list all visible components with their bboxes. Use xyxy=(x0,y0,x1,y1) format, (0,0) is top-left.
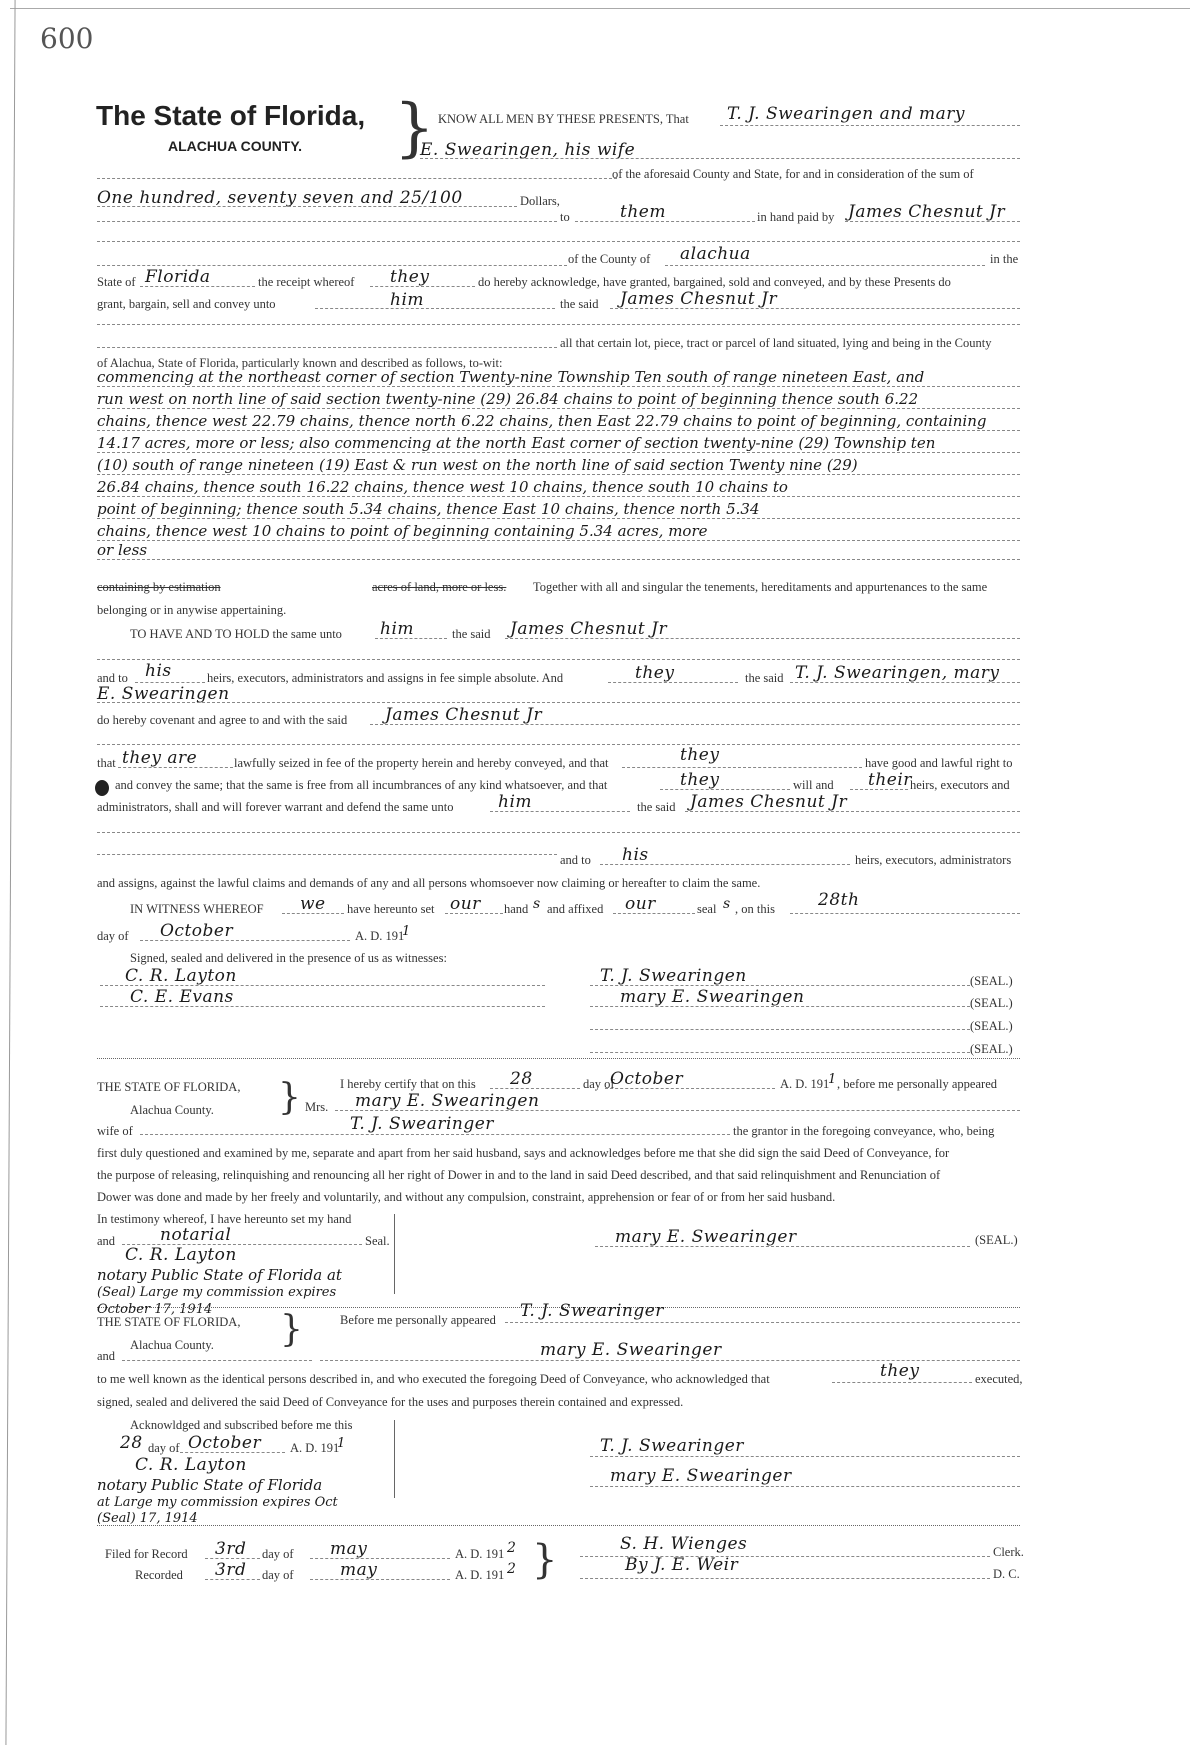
clerk-label: Clerk. xyxy=(993,1545,1024,1559)
recorded-label: Recorded xyxy=(135,1568,183,1582)
dower-notarial-handwritten: notarial xyxy=(160,1225,232,1245)
dower-state: THE STATE OF FLORIDA, xyxy=(97,1080,241,1094)
his-handwritten-2: his xyxy=(622,845,649,865)
grantors-handwritten-2: E. Swearingen, his wife xyxy=(420,140,636,160)
ack-they-handwritten: they xyxy=(880,1361,920,1381)
page-edge-top xyxy=(10,8,1190,9)
to-handwritten: them xyxy=(620,202,666,222)
rec-ad: A. D. 191 xyxy=(455,1568,505,1582)
seal-label-2: (SEAL.) xyxy=(970,996,1013,1010)
ack-notary-2: notary Public State of Florida xyxy=(97,1476,323,1494)
witness-ad: A. D. 191 xyxy=(355,929,405,943)
struck-estimation: containing by estimation xyxy=(97,580,221,594)
description-line-6: 26.84 chains, thence south 16.22 chains, thence west 10 chains, thence south 10 chains to xyxy=(97,478,788,496)
belonging-text: belonging or in anywise appertaining. xyxy=(97,603,287,617)
the-said-label: the said xyxy=(560,297,599,311)
witness-year-handwritten: 1 xyxy=(402,924,411,939)
dower-and: and xyxy=(97,1234,116,1248)
know-all-text: KNOW ALL MEN BY THESE PRESENTS, That xyxy=(438,112,689,126)
dower-ad: A. D. 191 xyxy=(780,1077,830,1091)
seal-label-3: (SEAL.) xyxy=(970,1019,1013,1033)
grant-said-handwritten: James Chesnut Jr xyxy=(620,289,778,309)
dower-body-1: first duly questioned and examined by me, separate and apart from her said husband, says and acknowledges before me that she did sign the said Deed of Conveyance, for xyxy=(97,1146,950,1160)
his-handwritten: his xyxy=(145,661,172,681)
filed-year-handwritten: 2 xyxy=(507,1540,517,1556)
all-that-text: all that certain lot, piece, tract or parcel of land situated, lying and being in the County xyxy=(560,336,992,350)
dower-husband-handwritten: T. J. Swearinger xyxy=(350,1114,494,1134)
grant-unto-handwritten: him xyxy=(390,290,425,310)
dower-mrs: Mrs. xyxy=(305,1100,329,1114)
dower-notary-1: C. R. Layton xyxy=(125,1245,237,1265)
habendum-grantors-1: T. J. Swearingen, mary xyxy=(795,663,1000,683)
amount-handwritten: One hundred, seventy seven and 25/100 xyxy=(97,188,463,208)
dollars-label: Dollars, xyxy=(520,194,560,208)
together-text: Together with all and singular the tenements, hereditaments and appurtenances to the same xyxy=(533,580,988,594)
dc-signature: By J. E. Weir xyxy=(625,1555,739,1575)
county-heading: ALACHUA COUNTY. xyxy=(168,138,303,154)
ack-person-2: mary E. Swearinger xyxy=(540,1340,722,1360)
assigns-text: and assigns, against the lawful claims and demands of any and all persons whomsoever now claiming or hereafter to claim the same. xyxy=(97,876,761,890)
dower-before-me: , before me personally appeared xyxy=(837,1077,997,1091)
witness-month-handwritten: October xyxy=(160,921,234,941)
filed-ad: A. D. 191 xyxy=(455,1547,505,1561)
dower-notary-2: notary Public State of Florida at xyxy=(97,1266,342,1284)
to-have-handwritten: him xyxy=(380,619,415,639)
ack-appeared: Before me personally appeared xyxy=(340,1313,496,1327)
sell-convey-text: and convey the same; that the same is free from all incumbrances of any kind whatsoever, and that xyxy=(115,778,608,792)
dower-grantor-text: the grantor in the foregoing conveyance, who, being xyxy=(733,1124,995,1138)
ack-signed-text: signed, sealed and delivered the said Deed of Conveyance for the uses and purposes therein contained and expressed. xyxy=(97,1395,684,1409)
ack-and: and xyxy=(97,1349,116,1363)
habendum-grantors-2: E. Swearingen xyxy=(97,684,230,704)
that-label: that xyxy=(97,756,116,770)
dower-testimony: In testimony whereof, I have hereunto set my hand xyxy=(97,1212,352,1226)
page-number: 600 xyxy=(40,22,94,55)
hand-label: hand xyxy=(504,902,529,916)
signed-sealed-text: Signed, sealed and delivered in the presence of us as witnesses: xyxy=(130,951,447,965)
rec-day-handwritten: 3rd xyxy=(215,1560,247,1580)
dower-brace: } xyxy=(278,1077,301,1118)
defend-him-handwritten: him xyxy=(498,792,533,812)
covenant-handwritten: James Chesnut Jr xyxy=(385,705,543,725)
dower-year-handwritten: 1 xyxy=(828,1072,837,1087)
seized-they-handwritten: they xyxy=(680,745,720,765)
ack-acknowledged: Acknowldged and subscribed before me this xyxy=(130,1418,353,1432)
that-they-are-handwritten: they are xyxy=(122,748,198,768)
ack-person-1: T. J. Swearinger xyxy=(520,1301,664,1321)
ack-notary-4: (Seal) 17, 1914 xyxy=(97,1511,198,1526)
dower-notary-3: (Seal) Large my commission expires xyxy=(97,1285,337,1300)
ack-day-handwritten: 28 xyxy=(120,1433,143,1453)
ack-month-handwritten: October xyxy=(188,1433,262,1453)
our-handwritten: our xyxy=(450,894,481,914)
witness-day-handwritten: 28th xyxy=(818,890,860,910)
dower-body-3: Dower was done and made by her freely and voluntarily, and without any compulsion, constraint, apprehension or fear of or from her said husband. xyxy=(97,1190,836,1204)
dower-certify: I hereby certify that on this xyxy=(340,1077,476,1091)
seal-label-1: (SEAL.) xyxy=(970,974,1013,988)
ack-signature-1: T. J. Swearinger xyxy=(600,1436,744,1456)
rec-year-handwritten: 2 xyxy=(507,1561,517,1577)
will-and-label: will and xyxy=(793,778,834,792)
rec-month-handwritten: may xyxy=(340,1560,378,1580)
ack-notary-3: at Large my commission expires Oct xyxy=(97,1495,338,1510)
habendum-the-said: the said xyxy=(452,627,491,641)
heirs-text-2: heirs, executors, administrators xyxy=(855,853,1012,867)
header-brace: } xyxy=(394,91,435,165)
witness-day-of: day of xyxy=(97,929,129,943)
ack-ad: A. D. 191 xyxy=(290,1441,340,1455)
county-handwritten: alachua xyxy=(680,244,751,264)
page-edge-left xyxy=(5,0,15,1745)
dower-signature: mary E. Swearinger xyxy=(615,1227,797,1247)
description-line-4: 14.17 acres, more or less; also commencing at the north East corner of section twenty-nine (29) Township ten xyxy=(97,434,936,452)
witness-name-2: C. E. Evans xyxy=(130,987,234,1007)
paid-by-handwritten: James Chesnut Jr xyxy=(848,202,1006,222)
description-line-8: chains, thence west 10 chains to point of beginning containing 5.34 acres, more xyxy=(97,522,708,540)
filed-day-handwritten: 3rd xyxy=(215,1539,247,1559)
dower-month-handwritten: October xyxy=(610,1069,684,1089)
witness-whereof: IN WITNESS WHEREOF xyxy=(130,902,264,916)
description-line-9: or less xyxy=(97,541,148,559)
on-this-label: , on this xyxy=(735,902,775,916)
county-of-label: of the County of xyxy=(568,252,651,266)
sell-they-handwritten: they xyxy=(680,770,720,790)
seal-s-handwritten: s xyxy=(723,896,731,912)
ack-state: THE STATE OF FLORIDA, xyxy=(97,1315,241,1329)
seized-text: lawfully seized in fee of the property herein and hereby conveyed, and that xyxy=(234,756,609,770)
heirs-exec-text: heirs, executors and xyxy=(910,778,1010,792)
to-have-text: TO HAVE AND TO HOLD the same unto xyxy=(130,627,342,641)
hand-s-handwritten: s xyxy=(533,896,541,912)
habendum-the-said-2: the said xyxy=(745,671,784,685)
dower-wife-of: wife of xyxy=(97,1124,133,1138)
covenant-text: do hereby covenant and agree to and with the said xyxy=(97,713,348,727)
defend-said-handwritten: James Chesnut Jr xyxy=(690,792,848,812)
dower-seal-label-sig: (SEAL.) xyxy=(975,1233,1018,1247)
of-alachua-text: of Alachua, State of Florida, particularly known and described as follows, to-wit: xyxy=(97,356,503,370)
our-handwritten-2: our xyxy=(625,894,656,914)
ack-signature-2: mary E. Swearinger xyxy=(610,1466,792,1486)
dower-notary-4: October 17, 1914 xyxy=(97,1302,213,1317)
rec-day-of: day of xyxy=(262,1568,294,1582)
state-handwritten: Florida xyxy=(145,267,211,287)
dower-day-handwritten: 28 xyxy=(510,1069,533,1089)
ack-notary-1: C. R. Layton xyxy=(135,1455,247,1475)
ink-blot xyxy=(95,780,109,796)
description-line-5: (10) south of range nineteen (19) East & run west on the north line of said section Twenty nine (29) xyxy=(97,456,858,474)
and-to-label-2: and to xyxy=(560,853,591,867)
dower-county: Alachua County. xyxy=(130,1103,214,1117)
grant-text: grant, bargain, sell and convey unto xyxy=(97,297,276,311)
document-title: The State of Florida, xyxy=(96,100,366,131)
ack-brace: } xyxy=(280,1309,303,1350)
filed-label: Filed for Record xyxy=(105,1547,188,1561)
will-their-handwritten: their xyxy=(868,770,912,790)
receipt-handwritten: they xyxy=(390,267,430,287)
ack-county: Alachua County. xyxy=(130,1338,214,1352)
description-line-7: point of beginning; thence south 5.34 chains, thence East 10 chains, thence north 5.34 xyxy=(97,500,760,518)
receipt-label: the receipt whereof xyxy=(258,275,355,289)
ack-known-text: to me well known as the identical persons described in, and who executed the foregoing Deed of Conveyance, who acknowledged that xyxy=(97,1372,770,1386)
filed-month-handwritten: may xyxy=(330,1539,368,1559)
good-right-text: have good and lawful right to xyxy=(865,756,1013,770)
seal-label: seal xyxy=(697,902,717,916)
state-of-label: State of xyxy=(97,275,136,289)
administrators-text: administrators, shall and will forever warrant and defend the same unto xyxy=(97,800,454,814)
signer-1-signature: T. J. Swearingen xyxy=(600,966,747,986)
ack-year-handwritten: 1 xyxy=(337,1436,346,1451)
heirs-text: heirs, executors, administrators and assigns in fee simple absolute. And xyxy=(207,671,564,685)
description-line-1: commencing at the northeast corner of section Twenty-nine Township Ten south of range nineteen East, and xyxy=(97,368,925,386)
dower-body-2: the purpose of releasing, relinquishing and renouncing all her right of Dower in and to the land in said Deed described, and that said relinquishment and Renunciation of xyxy=(97,1168,941,1182)
dower-mrs-handwritten: mary E. Swearingen xyxy=(355,1091,540,1111)
and-to-label: and to xyxy=(97,671,128,685)
ack-day-of: day of xyxy=(148,1441,180,1455)
in-the-label: in the xyxy=(990,252,1019,266)
we-handwritten: we xyxy=(300,894,326,914)
have-set-text: have hereunto set xyxy=(347,902,435,916)
habendum-said-handwritten: James Chesnut Jr xyxy=(510,619,668,639)
grantors-handwritten-1: T. J. Swearingen and mary xyxy=(727,104,966,124)
struck-acres: acres of land, more or less. xyxy=(372,580,507,594)
to-label: to xyxy=(560,210,570,224)
dower-seal-label: Seal. xyxy=(365,1234,390,1248)
dower-day-of: day of xyxy=(583,1077,615,1091)
ack-executed: executed, xyxy=(975,1372,1023,1386)
affixed-text: and affixed xyxy=(547,902,604,916)
description-line-3: chains, thence west 22.79 chains, thence north 6.22 chains, then East 22.79 chains to point of beginning, containing xyxy=(97,412,987,430)
seal-label-4: (SEAL.) xyxy=(970,1042,1013,1056)
witness-name-1: C. R. Layton xyxy=(125,966,237,986)
defend-the-said: the said xyxy=(637,800,676,814)
and-they-handwritten: they xyxy=(635,663,675,683)
acknowledge-text: do hereby acknowledge, have granted, bargained, sold and conveyed, and by these Presents do xyxy=(478,275,951,289)
filed-day-of: day of xyxy=(262,1547,294,1561)
description-line-2: run west on north line of said section twenty-nine (29) 26.84 chains to point of beginning thence south 6.22 xyxy=(97,390,919,408)
aforesaid-text: of the aforesaid County and State, for and in consideration of the sum of xyxy=(612,167,974,181)
clerk-signature: S. H. Wienges xyxy=(620,1534,748,1554)
filing-brace: } xyxy=(532,1537,558,1583)
signer-2-signature: mary E. Swearingen xyxy=(620,987,805,1007)
paid-by-label: in hand paid by xyxy=(757,210,835,224)
dc-label: D. C. xyxy=(993,1567,1020,1581)
